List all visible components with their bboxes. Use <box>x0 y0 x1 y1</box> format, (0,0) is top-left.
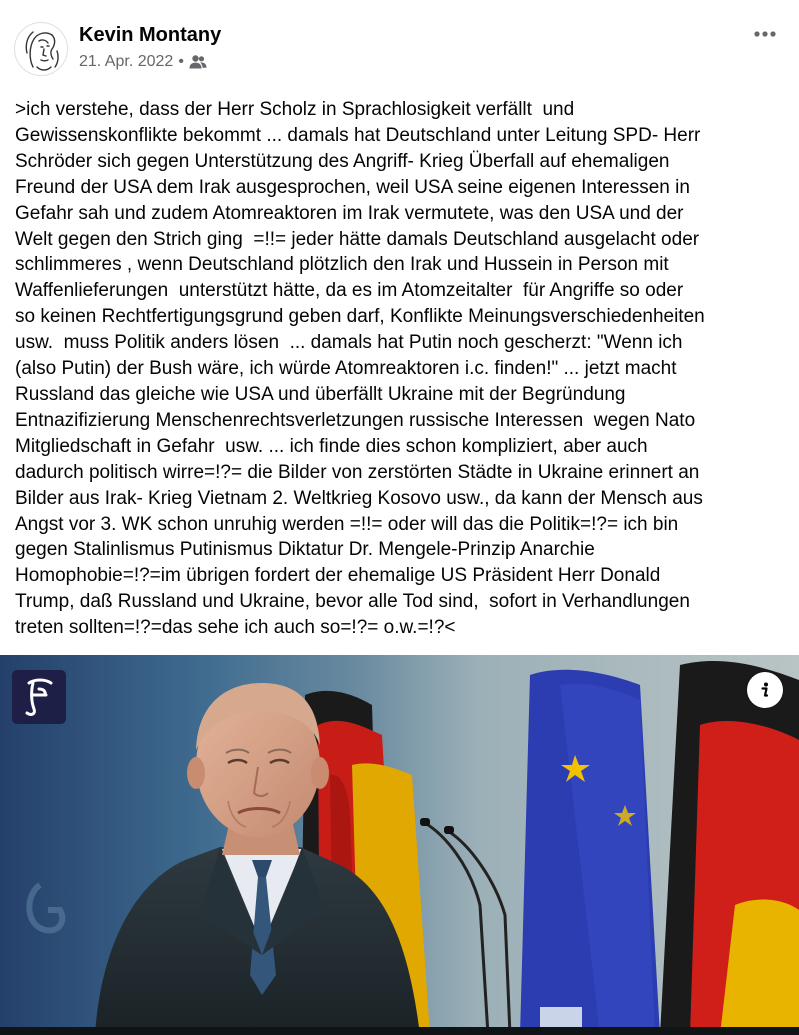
faz-logo-icon <box>19 675 59 719</box>
info-icon <box>756 681 774 699</box>
more-options-button[interactable] <box>748 20 782 48</box>
post-text: >ich verstehe, dass der Herr Scholz in Sprachlosigkeit verfällt und Gewissenskonflikte bekommt ... damals hat Deutschland unter Leitung SPD- Herr Schröder sich gegen Unterstützung des Angriff- Krieg Überfall auf ehemaligen Freund der USA dem Irak ausgesprochen, weil USA seine eigenen Interessen in Gefahr sah und zudem Atomreaktoren im Irak vermutete, was den USA und der Welt gegen den Strich ging =!!= jeder hätte damals Deutschland ausgelacht oder schlimmeres , wenn Deutschland plötzlich den Irak und Hussein in Person mit Waffenlieferungen unterstützt hätte, da es im Atomzeitalter für Angriffe so oder so keinen Rechtfertigungsgrund geben darf, Konflikte Meinungsverschiedenheiten usw. muss Politik anders lösen ... damals hat Putin noch gescherzt: "Wenn ich (also Putin) der Bush wäre, ich würde Atomreaktoren i.c. finden!" ... jetzt macht Russland das gleiche wie USA und überfällt Ukraine mit der Begründung Entnazifizierung Menschenrechtsverletzungen russische Interessen wegen Nato Mitgliedschaft in Gefahr usw. ... ich finde dies schon kompliziert, aber auch dadurch politisch wirre=!?= die Bilder von zerstörten Städte in Ukraine erinnert an Bilder aus Irak- Krieg Vietnam 2. Weltkrieg Kosovo usw., da kann der Mensch aus Angst vor 3. WK schon unruhig werden =!!= oder will das die Politik=!?= ich bin gegen Stalinlismus Putinismus Diktatur Dr. Mengele-Prinzip Anarchie Homophobie=!?=im übrigen fordert der ehemalige US Präsident Herr Donald Trump, daß Russland und Ukraine, bevor alle Tod sind, sofort in Verhandlungen treten sollten=!?=das sehe ich auch so=!?= o.w.=!?< <box>15 99 705 639</box>
meta-separator: • <box>178 53 184 70</box>
post-date[interactable]: 21. Apr. 2022 <box>79 53 174 70</box>
author-avatar[interactable] <box>14 22 68 76</box>
info-button[interactable] <box>747 672 783 708</box>
press-conference-photo <box>0 655 799 1035</box>
publisher-logo <box>12 670 66 724</box>
post-meta <box>79 51 207 73</box>
more-options-icon <box>753 30 777 38</box>
sketch-portrait-icon <box>15 23 68 76</box>
post-header <box>0 0 799 90</box>
author-name[interactable]: Kevin Montany <box>79 24 222 46</box>
friends-icon <box>189 54 207 70</box>
link-preview-image[interactable] <box>0 655 799 1035</box>
